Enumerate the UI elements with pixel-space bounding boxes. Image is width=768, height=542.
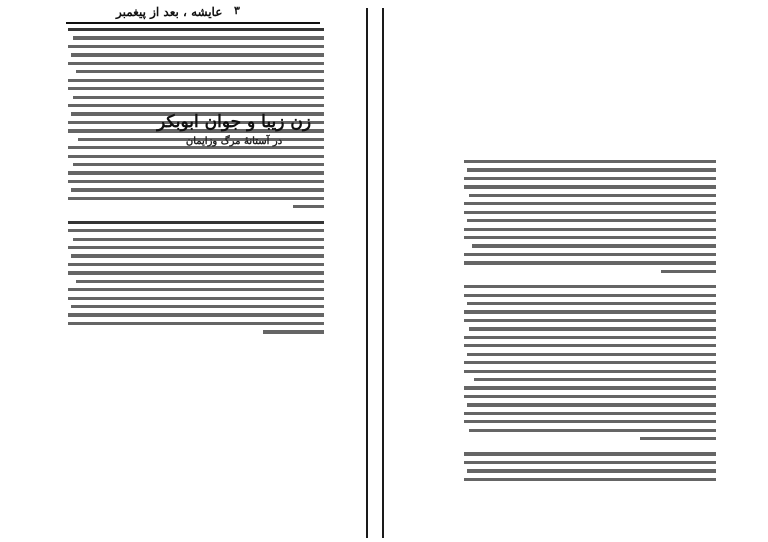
text-line bbox=[464, 253, 716, 256]
text-line bbox=[68, 79, 324, 82]
text-line bbox=[464, 285, 716, 288]
text-line bbox=[474, 378, 716, 381]
text-line bbox=[68, 221, 324, 224]
running-head: عایشه ، بعد از پیغمبر bbox=[116, 5, 223, 19]
text-line bbox=[68, 45, 324, 48]
text-line bbox=[76, 280, 324, 283]
text-line bbox=[68, 62, 324, 65]
text-line bbox=[464, 370, 716, 373]
text-line bbox=[464, 310, 716, 313]
text-line bbox=[68, 104, 324, 107]
text-line bbox=[73, 36, 324, 39]
text-line bbox=[464, 202, 716, 205]
text-line bbox=[76, 70, 324, 73]
text-line bbox=[71, 188, 324, 191]
text-line bbox=[68, 297, 324, 300]
text-line bbox=[464, 478, 716, 481]
text-line bbox=[464, 211, 716, 214]
text-line bbox=[469, 194, 716, 197]
text-line bbox=[469, 429, 716, 432]
text-line bbox=[68, 171, 324, 174]
text-line bbox=[467, 302, 716, 305]
text-line bbox=[464, 236, 716, 239]
text-line bbox=[68, 313, 324, 316]
text-line bbox=[469, 327, 716, 330]
text-line bbox=[472, 244, 716, 247]
text-line bbox=[68, 180, 324, 183]
text-line bbox=[68, 263, 324, 266]
text-line bbox=[68, 322, 324, 325]
chapter-subtitle: در آستانهٔ مرگ وزایمان bbox=[185, 136, 283, 147]
text-line bbox=[464, 319, 716, 322]
text-line bbox=[68, 288, 324, 291]
text-line bbox=[73, 238, 324, 241]
text-line bbox=[464, 344, 716, 347]
text-line bbox=[68, 197, 324, 200]
text-line bbox=[464, 452, 716, 455]
text-line bbox=[464, 386, 716, 389]
text-line bbox=[464, 412, 716, 415]
text-line bbox=[71, 254, 324, 257]
text-line bbox=[263, 330, 324, 333]
left-page-body bbox=[68, 28, 324, 339]
text-line bbox=[68, 271, 324, 274]
text-line bbox=[464, 261, 716, 264]
text-line bbox=[71, 305, 324, 308]
running-head-rule bbox=[66, 22, 320, 24]
text-line bbox=[68, 155, 324, 158]
text-line bbox=[68, 246, 324, 249]
page-number: ۳ bbox=[234, 4, 240, 17]
text-line bbox=[467, 168, 716, 171]
text-line bbox=[661, 270, 716, 273]
text-line bbox=[293, 205, 324, 208]
text-line bbox=[68, 229, 324, 232]
text-line bbox=[464, 294, 716, 297]
text-line bbox=[464, 177, 716, 180]
text-line bbox=[464, 336, 716, 339]
text-line bbox=[464, 185, 716, 188]
text-line bbox=[640, 437, 716, 440]
text-line bbox=[71, 53, 324, 56]
text-line bbox=[467, 353, 716, 356]
chapter-title: زن زیبا و جوان ابوبکر bbox=[156, 112, 312, 132]
text-line bbox=[68, 87, 324, 90]
text-line bbox=[464, 395, 716, 398]
text-line bbox=[464, 420, 716, 423]
text-line bbox=[467, 403, 716, 406]
left-page-edge bbox=[366, 8, 368, 538]
right-page-body bbox=[464, 160, 716, 486]
text-line bbox=[68, 28, 324, 31]
text-line bbox=[73, 96, 324, 99]
right-page-edge bbox=[382, 8, 384, 538]
text-line bbox=[467, 219, 716, 222]
text-line bbox=[467, 469, 716, 472]
text-line bbox=[464, 361, 716, 364]
text-line bbox=[464, 228, 716, 231]
text-line bbox=[464, 160, 716, 163]
text-line bbox=[73, 163, 324, 166]
text-line bbox=[464, 461, 716, 464]
